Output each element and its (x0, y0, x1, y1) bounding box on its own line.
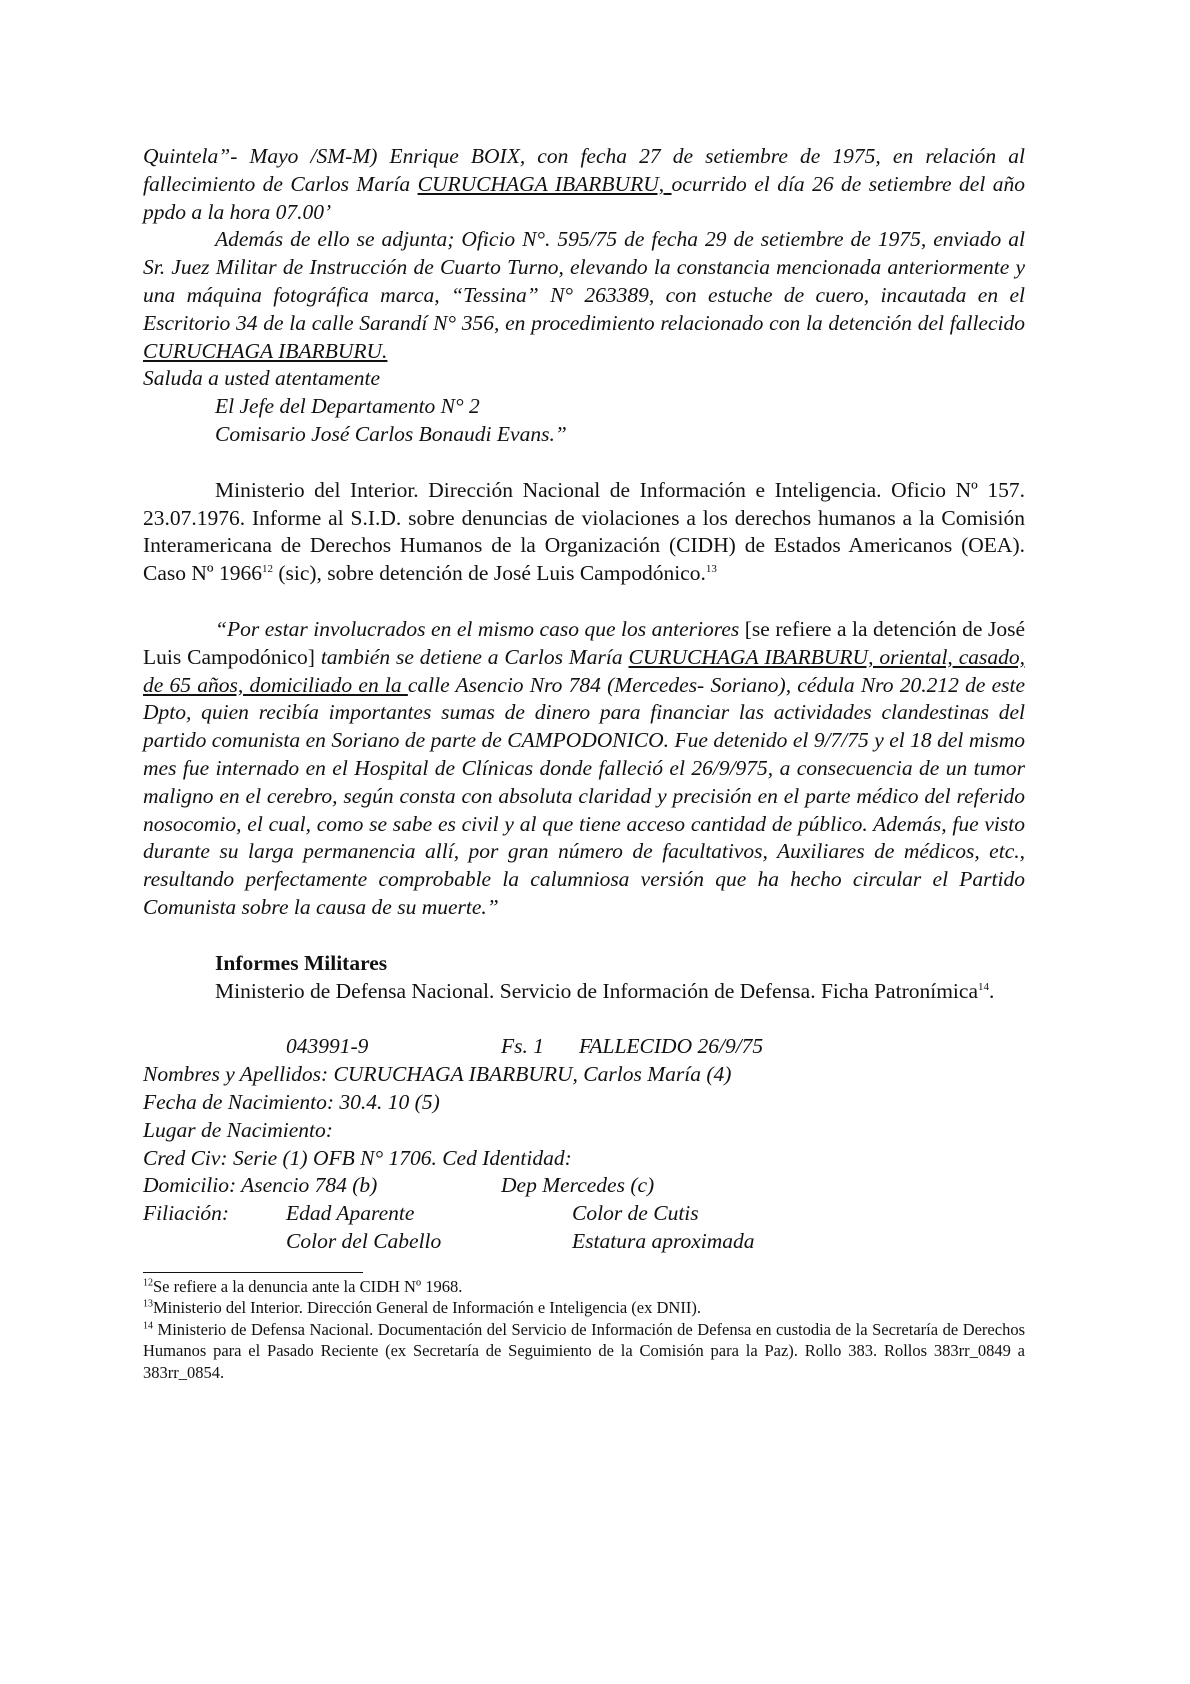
ficha-edad: Edad Aparente (286, 1201, 415, 1226)
informes-paragraph (143, 978, 1025, 1006)
ministerio-paragraph (143, 477, 1025, 588)
footnote-13 (143, 1297, 1025, 1319)
ficha-domicilio-row (143, 1172, 1025, 1200)
section-heading: Informes Militares (215, 950, 388, 975)
spacer (143, 588, 1025, 616)
ficha-field: Nombres y Apellidos: CURUCHAGA IBARBURU, Carlos María (4) (143, 1062, 732, 1087)
text-segment: ocurrido el día 26 de setiembre del año ppdo a la hora 07.00’ (143, 171, 1025, 224)
ficha-estatura: Estatura aproximada (572, 1228, 755, 1253)
signature-line-1: El Jefe del Departamento N° 2 (215, 394, 480, 419)
ficha-number: 043991-9 (286, 1034, 369, 1059)
footnote-ref-13[interactable]: 13 (705, 563, 717, 575)
text-segment: Ministerio del Interior. Dirección Nacional de Información e Inteligencia. Oficio Nº 157. 23.07.1976. Informe al S.I.D. sobre denuncias de violaciones a los derechos humanos a la Comisión Interamericana de Derechos Humanos de la Organización (CIDH) de Estados Americanos (OEA). Caso Nº 1966 (143, 477, 1025, 586)
footnote-text: Ministerio de Defensa Nacional. Documentación del Servicio de Información de Defensa en custodia de la Secretaría de Derechos Humanos para el Pasado Reciente (ex Secretaría de Seguimiento de la Comisión para la Paz). Rollo 383. Rollos 383rr_0849 a 383rr_0854. (143, 1319, 1025, 1382)
ficha-filiacion: Filiación: (143, 1201, 229, 1226)
underlined-name: CURUCHAGA IBARBURU. (143, 338, 388, 363)
ficha-lugar (143, 1117, 1025, 1145)
indent-cell (143, 1033, 286, 1061)
footnote-12 (143, 1276, 1025, 1298)
text-segment: “Por estar involucrados en el mismo caso que los anteriores (215, 616, 745, 641)
ficha-dep: Dep Mercedes (c) (501, 1173, 655, 1198)
footnote-separator (143, 1272, 363, 1273)
spacer (143, 922, 1025, 950)
footnote-ref-14[interactable]: 14 (978, 980, 989, 993)
ficha-fallecido: FALLECIDO 26/9/75 (579, 1034, 764, 1059)
footnote-text: Se refiere a la denuncia ante la CIDH Nº 1968. (153, 1276, 463, 1296)
text-segment: Además de ello se adjunta; Oficio N°. 595/75 de fecha 29 de setiembre de 1975, enviado al Sr. Juez Militar de Instrucción de Cuarto Turno, elevando la constancia mencionada anteriormente y una máquina fotográfica marca, “Tessina” N° 263389, con estuche de cuero, incautada en el Escritorio 34 de la calle Sarandí N° 356, en procedimiento relacionado con la detención del fallecido (143, 227, 1025, 335)
ficha-header-row (143, 1033, 1025, 1061)
footnote-14 (143, 1319, 1025, 1384)
ficha-domicilio: Domicilio: Asencio 784 (b) (143, 1173, 378, 1198)
footnote-text: Ministerio del Interior. Dirección General de Información e Inteligencia (ex DNII). (153, 1298, 701, 1318)
ficha-field: Cred Civ: Serie (1) OFB N° 1706. Ced Identidad: (143, 1145, 572, 1170)
footnote-mark: 12 (143, 1277, 153, 1289)
footnote-ref-12[interactable]: 12 (261, 563, 273, 575)
ficha-fecha (143, 1089, 1025, 1117)
underlined-name: CURUCHAGA IBARBURU, (417, 171, 672, 196)
quote-paragraph (143, 616, 1025, 922)
document-page (143, 143, 1025, 1383)
ficha-filiacion-row-2 (143, 1228, 1025, 1256)
ficha-filiacion-row-1 (143, 1200, 1025, 1228)
bracket-note: [se refiere a la detención de José Luis Campodónico] (143, 616, 1025, 669)
ficha-nombres (143, 1061, 1025, 1089)
ficha-cutis: Color de Cutis (572, 1201, 699, 1226)
text-segment: calle Asencio Nro 784 (Mercedes- Soriano), cédula Nro 20.212 de este Dpto, quien recibía importantes sumas de dinero para financiar las actividades clandestinas del partido comunista en Soriano de parte de CAMPODONICO. Fue detenido el 9/7/75 y el 18 del mismo mes fue internado en el Hospital de Clínicas donde falleció el 26/9/975, a consecuencia de un tumor maligno en el cerebro, según consta con absoluta claridad y precisión en el parte médico del referido nosocomio, el cual, como se sabe es civil y al que tiene acceso cantidad de público. Además, fue visto durante su larga permanencia allí, por gran número de facultativos, Auxiliares de médicos, etc., resultando perfectamente comprobable la calumniosa versión que ha hecho circular el Partido Comunista sobre la causa de su muerte.” (143, 672, 1026, 919)
salutation: Saluda a usted atentamente (143, 366, 381, 391)
ficha-cred (143, 1145, 1025, 1173)
spacer (143, 449, 1025, 477)
spacer (143, 1005, 1025, 1033)
text-segment: Ministerio de Defensa Nacional. Servicio de Información de Defensa. Ficha Patronímica (215, 978, 978, 1003)
indent-cell (143, 1228, 286, 1256)
footnote-mark: 13 (143, 1298, 153, 1310)
ficha-field: Fecha de Nacimiento: 30.4. 10 (5) (143, 1089, 440, 1114)
letter-paragraph-1 (143, 143, 1025, 226)
ficha-field: Lugar de Nacimiento: (143, 1117, 333, 1142)
footnote-mark: 14 (143, 1320, 153, 1332)
text-segment: Quintela”- Mayo /SM-M) Enrique BOIX, con fecha 27 de setiembre de 1975, en relación al fallecimiento de Carlos María (143, 144, 1025, 196)
ficha-folio: Fs. 1 (501, 1034, 544, 1059)
ficha-cabello: Color del Cabello (286, 1228, 442, 1253)
letter-paragraph-2 (143, 226, 1025, 365)
signature-line-2: Comisario José Carlos Bonaudi Evans.” (215, 421, 567, 446)
text-segment: también se detiene a Carlos María (320, 644, 629, 669)
underlined-name: CURUCHAGA IBARBURU, oriental, casado, de 65 años, domiciliado en la (143, 644, 1025, 697)
text-segment: . (989, 978, 995, 1003)
text-segment: (sic), sobre detención de José Luis Campodónico. (272, 561, 706, 586)
